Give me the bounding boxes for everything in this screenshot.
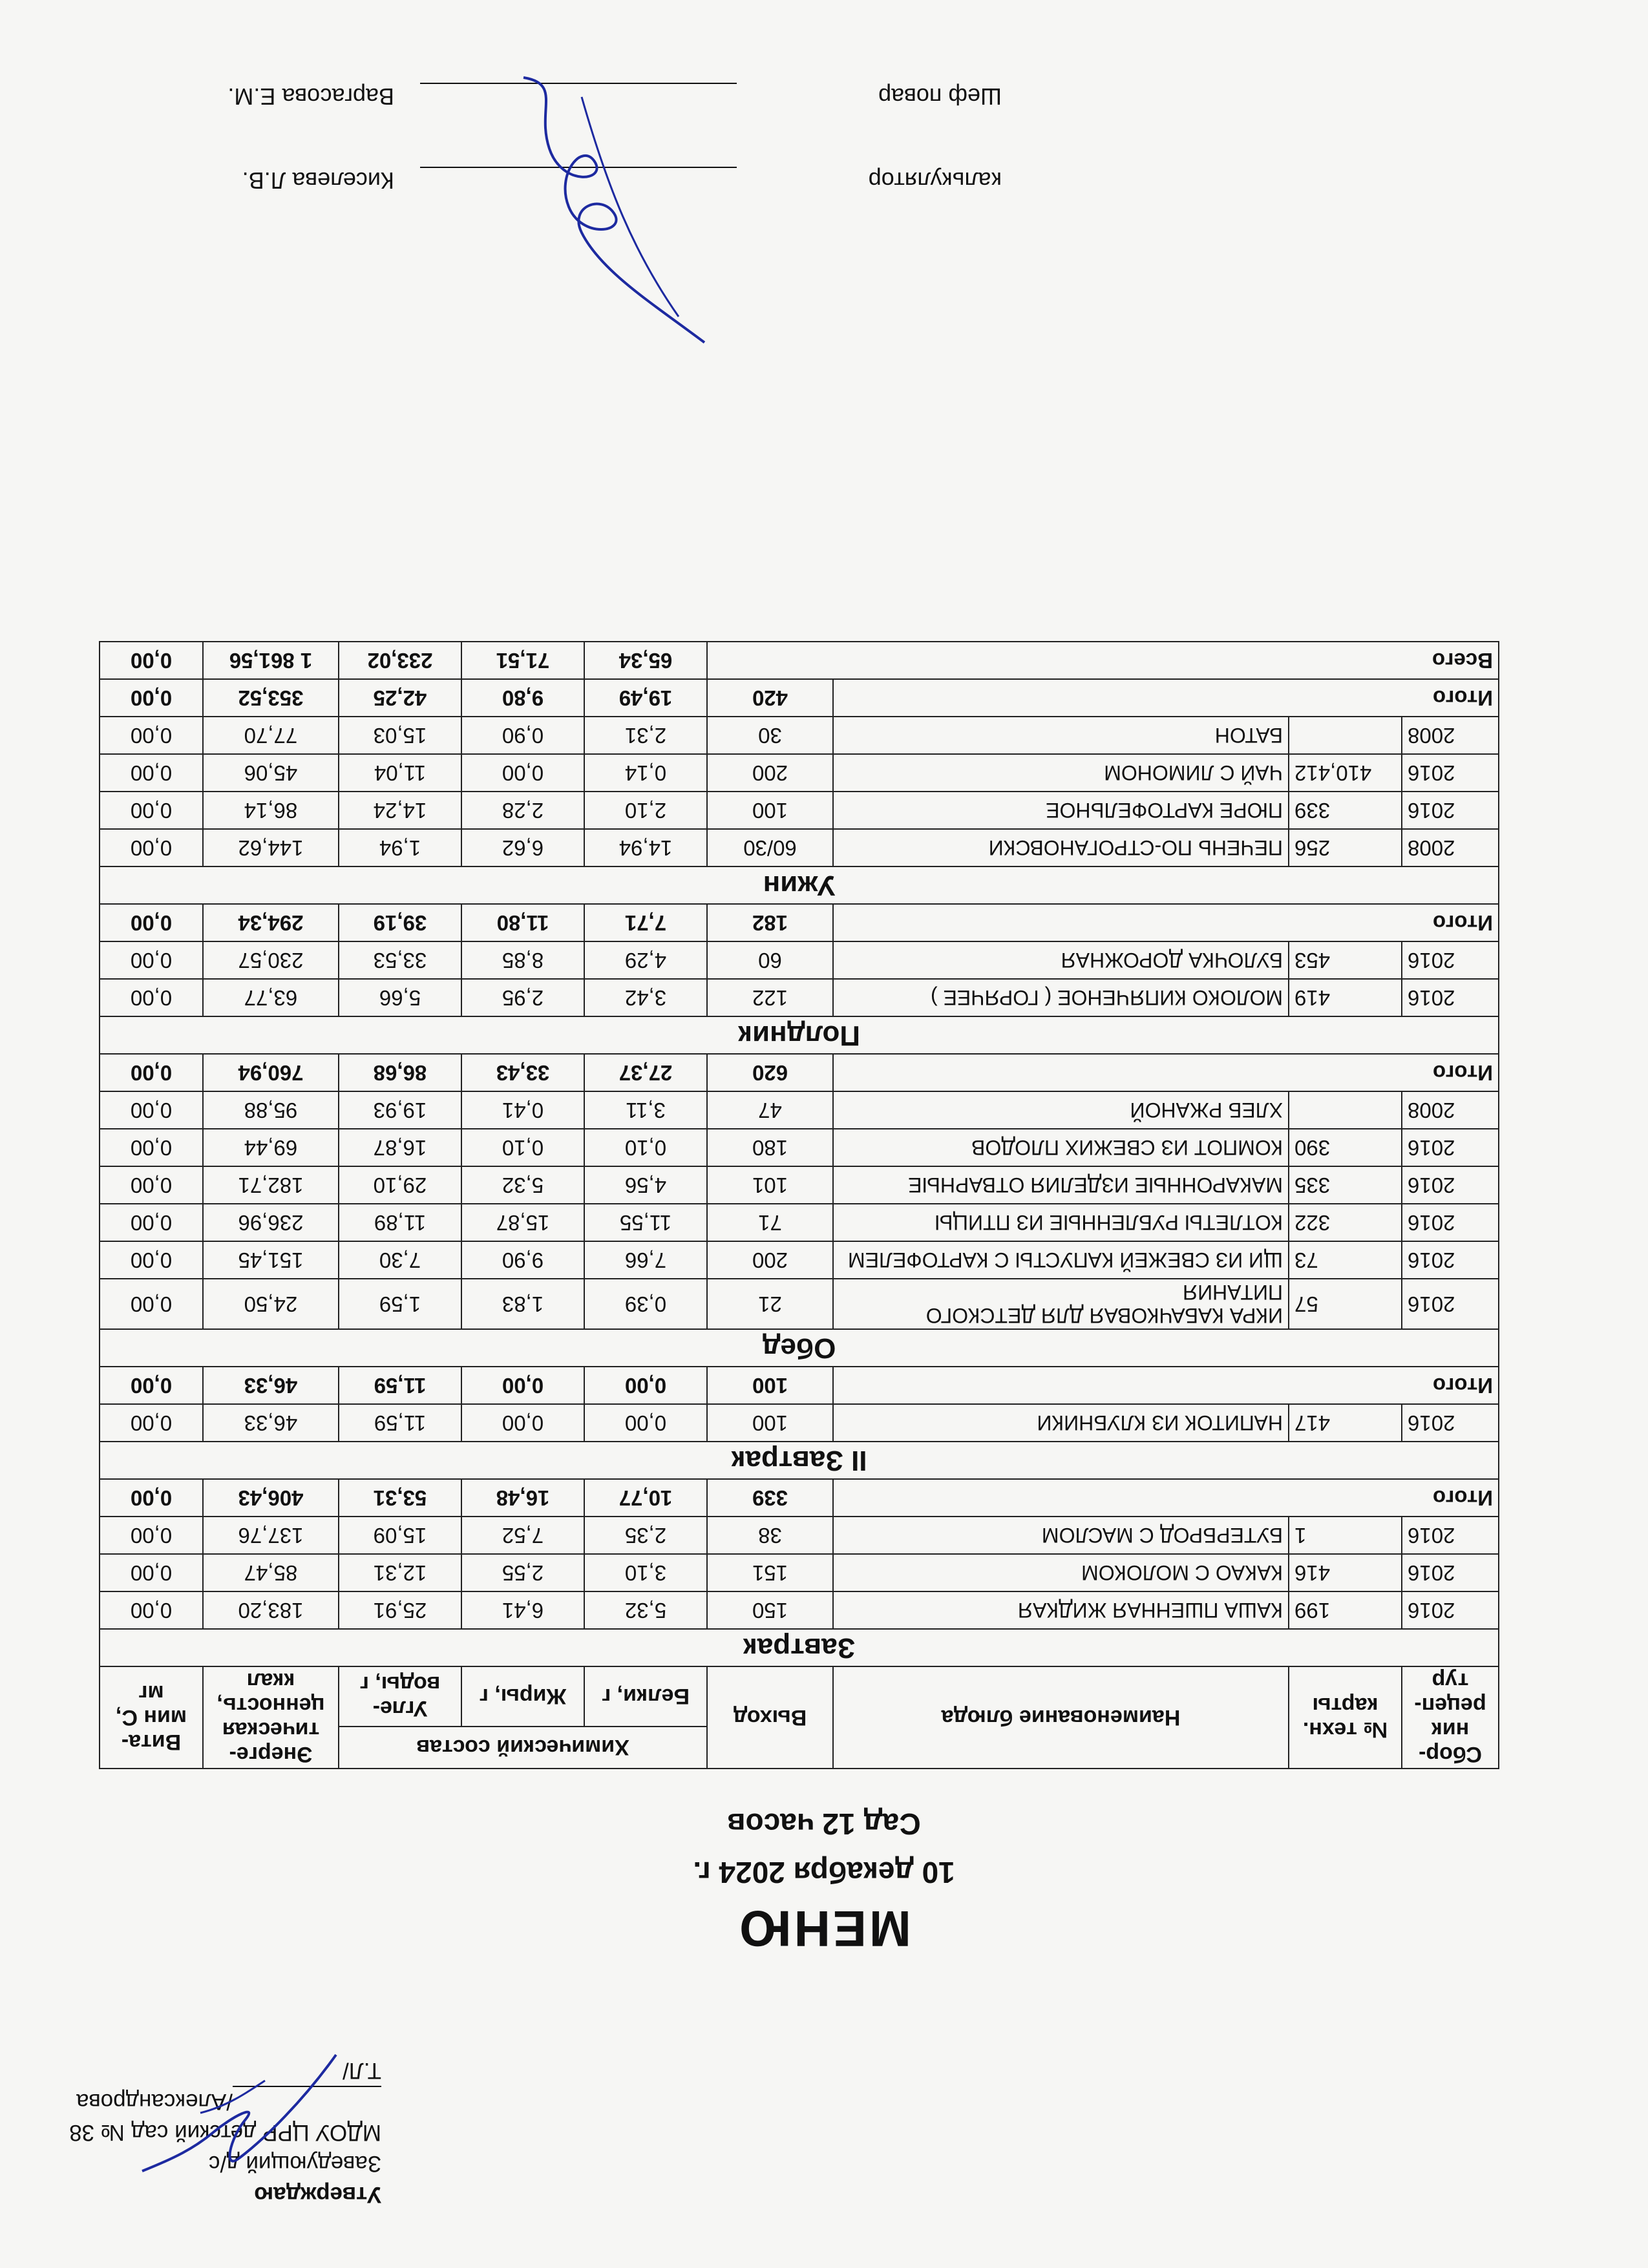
vitamin-value: 0,00 [100,941,203,979]
total-output: 339 [707,1479,833,1517]
vitamin-value: 0,00 [100,1241,203,1279]
carbs-value: 1,94 [339,829,461,866]
fat-value: 0,00 [461,754,584,792]
dish-output: 122 [707,979,833,1016]
protein-value: 2,10 [584,792,707,829]
approval-organization: МДОУ ЦРР детский сад № 38 [69,2120,381,2145]
table-row [100,1129,1499,1166]
dish-name: КОТЛЕТЫ РУБЛЕННЫЕ ИЗ ПТИЦЫ [833,1204,1289,1241]
tech-card-number: 73 [1289,1241,1402,1279]
dish-name: ПЕЧЕНЬ ПО-СТРОГАНОВСКИ [833,829,1289,866]
total-protein: 7,71 [584,904,707,941]
signature-row [32,52,1002,136]
table-row [100,1204,1499,1241]
recipe-collection-year: 2008 [1402,717,1499,754]
grand-total-vitamin: 0,00 [100,642,203,679]
dish-output: 60/30 [707,829,833,866]
section-header [100,1329,1499,1367]
total-output: 620 [707,1054,833,1091]
total-label: Итого [833,1479,1499,1517]
total-protein: 19,49 [584,679,707,717]
energy-value: 182,71 [203,1166,339,1204]
total-output: 100 [707,1367,833,1404]
fat-value: 9,90 [461,1241,584,1279]
vitamin-value: 0,00 [100,1404,203,1442]
table-row [100,1591,1499,1629]
energy-value: 95,88 [203,1091,339,1129]
dish-output: 21 [707,1279,833,1329]
dish-name: ИКРА КАБАЧКОВАЯ ДЛЯ ДЕТСКОГО ПИТАНИЯ [833,1279,1289,1329]
protein-value: 0,39 [584,1279,707,1329]
dish-output: 30 [707,717,833,754]
total-protein: 10,77 [584,1479,707,1517]
energy-value: 45,06 [203,754,339,792]
dish-output: 47 [707,1091,833,1129]
menu-subtitle: Сад 12 часов [727,1807,921,1841]
signature-role: калькулятор [868,167,1002,194]
table-row [100,1517,1499,1554]
fat-value: 7,52 [461,1517,584,1554]
vitamin-value: 0,00 [100,1166,203,1204]
total-carbs: 86,68 [339,1054,461,1091]
vitamin-value: 0,00 [100,1129,203,1166]
carbs-value: 7,30 [339,1241,461,1279]
fat-value: 2,28 [461,792,584,829]
recipe-collection-year: 2016 [1402,979,1499,1016]
recipe-collection-year: 2016 [1402,754,1499,792]
total-label: Итого [833,679,1499,717]
table-row [100,979,1499,1016]
recipe-collection-year: 2016 [1402,1517,1499,1554]
carbs-value: 1,59 [339,1279,461,1329]
protein-value: 5,32 [584,1591,707,1629]
approval-signature-line [233,2086,381,2109]
total-protein: 0,00 [584,1367,707,1404]
section-header [100,1442,1499,1479]
recipe-collection-year: 2016 [1402,1404,1499,1442]
energy-value: 63,77 [203,979,339,1016]
carbs-value: 11,59 [339,1404,461,1442]
total-vitamin: 0,00 [100,1367,203,1404]
total-label: Итого [833,904,1499,941]
energy-value: 69,44 [203,1129,339,1166]
header-fat: Жиры, г [461,1666,584,1727]
fat-value: 0,00 [461,1404,584,1442]
section-title: Ужин [100,866,1499,904]
total-energy: 406,43 [203,1479,339,1517]
dish-name: ЩИ ИЗ СВЕЖЕЙ КАПУСТЫ С КАРТОФЕЛЕМ [833,1241,1289,1279]
vitamin-value: 0,00 [100,754,203,792]
fat-value: 0,90 [461,717,584,754]
tech-card-number: 410,412 [1289,754,1402,792]
table-row [100,1241,1499,1279]
total-row [100,679,1499,717]
carbs-value: 15,03 [339,717,461,754]
recipe-collection-year: 2016 [1402,1241,1499,1279]
carbs-value: 25,91 [339,1591,461,1629]
recipe-collection-year: 2016 [1402,1554,1499,1591]
vitamin-value: 0,00 [100,792,203,829]
recipe-collection-year: 2016 [1402,1591,1499,1629]
energy-value: 230,57 [203,941,339,979]
protein-value: 0,00 [584,1404,707,1442]
vitamin-value: 0,00 [100,829,203,866]
page-title: МЕНЮ [737,1900,911,1957]
total-fat: 0,00 [461,1367,584,1404]
table-row [100,792,1499,829]
carbs-value: 5,66 [339,979,461,1016]
dish-name: ХЛЕБ РЖАНОЙ [833,1091,1289,1129]
approval-position: Заведующий д/с [209,2151,381,2176]
recipe-collection-year: 2016 [1402,792,1499,829]
approval-name: /Александрова Т.Л/ [76,2058,381,2114]
total-carbs: 53,31 [339,1479,461,1517]
protein-value: 2,31 [584,717,707,754]
header-energy: Энерге-тическая ценность, ккал [203,1666,339,1769]
total-vitamin: 0,00 [100,1054,203,1091]
total-row [100,1367,1499,1404]
section-title: Полдник [100,1016,1499,1054]
header-dish: Наименование блюда [833,1666,1289,1769]
grand-total-carbs: 233,02 [339,642,461,679]
dish-name: ЧАЙ С ЛИМОНОМ [833,754,1289,792]
total-fat: 33,43 [461,1054,584,1091]
signature-person: Киселева Л.В. [242,167,394,194]
dish-output: 100 [707,792,833,829]
protein-value: 3,11 [584,1091,707,1129]
header-card: № техн. карты [1289,1666,1402,1769]
grand-total-fat: 71,51 [461,642,584,679]
total-label: Итого [833,1054,1499,1091]
vitamin-value: 0,00 [100,1091,203,1129]
dish-output: 100 [707,1404,833,1442]
total-row [100,1054,1499,1091]
carbs-value: 15,09 [339,1517,461,1554]
protein-value: 14,94 [584,829,707,866]
dish-name: НАПИТОК ИЗ КЛУБНИКИ [833,1404,1289,1442]
tech-card-number: 339 [1289,792,1402,829]
carbs-value: 11,04 [339,754,461,792]
signature-line [420,167,737,194]
header-collection: Сбор-ник рецеп-тур [1402,1666,1499,1769]
vitamin-value: 0,00 [100,717,203,754]
recipe-collection-year: 2016 [1402,1129,1499,1166]
energy-value: 46,33 [203,1404,339,1442]
dish-output: 60 [707,941,833,979]
carbs-value: 29,10 [339,1166,461,1204]
carbs-value: 14,24 [339,792,461,829]
dish-output: 150 [707,1591,833,1629]
header-chemical: Химический состав [339,1727,707,1769]
dish-output: 101 [707,1166,833,1204]
tech-card-number: 335 [1289,1166,1402,1204]
approval-block [45,2055,381,2210]
energy-value: 236,96 [203,1204,339,1241]
tech-card-number: 199 [1289,1591,1402,1629]
tech-card-number: 416 [1289,1554,1402,1591]
total-row [100,904,1499,941]
dish-output: 200 [707,1241,833,1279]
protein-value: 3,42 [584,979,707,1016]
grand-total-label: Всего [707,642,1499,679]
header-protein: Белки, г [584,1666,707,1727]
dish-name: БУТЕРБРОД С МАСЛОМ [833,1517,1289,1554]
total-energy: 353,52 [203,679,339,717]
table-row [100,829,1499,866]
total-vitamin: 0,00 [100,904,203,941]
signatures-block [32,52,1002,220]
recipe-collection-year: 2008 [1402,829,1499,866]
dish-name: БАТОН [833,717,1289,754]
signature-row [32,136,1002,220]
total-row [100,1479,1499,1517]
grand-total-protein: 65,34 [584,642,707,679]
fat-value: 6,62 [461,829,584,866]
energy-value: 137,76 [203,1517,339,1554]
section-header [100,866,1499,904]
recipe-collection-year: 2016 [1402,941,1499,979]
protein-value: 2,35 [584,1517,707,1554]
total-fat: 9,80 [461,679,584,717]
dish-output: 71 [707,1204,833,1241]
section-title: Обед [100,1329,1499,1367]
recipe-collection-year: 2016 [1402,1279,1499,1329]
fat-value: 5,32 [461,1166,584,1204]
recipe-collection-year: 2008 [1402,1091,1499,1129]
total-carbs: 39,19 [339,904,461,941]
menu-table [99,641,1499,1769]
carbs-value: 33,53 [339,941,461,979]
table-row [100,717,1499,754]
grand-total-row [100,642,1499,679]
table-row [100,754,1499,792]
fat-value: 0,10 [461,1129,584,1166]
vitamin-value: 0,00 [100,1204,203,1241]
total-vitamin: 0,00 [100,1479,203,1517]
tech-card-number: 419 [1289,979,1402,1016]
total-protein: 27,37 [584,1054,707,1091]
energy-value: 183,20 [203,1591,339,1629]
approval-title: Утверждаю [254,2182,381,2207]
total-vitamin: 0,00 [100,679,203,717]
table-row [100,1166,1499,1204]
table-row [100,1279,1499,1329]
signature-line [420,83,737,110]
tech-card-number: 256 [1289,829,1402,866]
recipe-collection-year: 2016 [1402,1204,1499,1241]
protein-value: 0,14 [584,754,707,792]
vitamin-value: 0,00 [100,1591,203,1629]
carbs-value: 19,93 [339,1091,461,1129]
energy-value: 144,62 [203,829,339,866]
vitamin-value: 0,00 [100,979,203,1016]
fat-value: 6,41 [461,1591,584,1629]
header-carbs: Угле-воды, г [339,1666,461,1727]
total-carbs: 11,59 [339,1367,461,1404]
tech-card-number [1289,717,1402,754]
recipe-collection-year: 2016 [1402,1166,1499,1204]
vitamin-value: 0,00 [100,1554,203,1591]
dish-output: 200 [707,754,833,792]
dish-name: МОЛОКО КИПЯЧЕНОЕ ( ГОРЯЧЕЕ ) [833,979,1289,1016]
fat-value: 2,95 [461,979,584,1016]
protein-value: 7,66 [584,1241,707,1279]
total-output: 182 [707,904,833,941]
protein-value: 4,56 [584,1166,707,1204]
dish-name: КАША ПШЕННАЯ ЖИДКАЯ [833,1591,1289,1629]
signature-person: Варгасова Е.М. [227,83,394,110]
total-fat: 16,48 [461,1479,584,1517]
section-header [100,1016,1499,1054]
signature-role: Шеф повар [878,83,1002,110]
fat-value: 0,41 [461,1091,584,1129]
tech-card-number: 390 [1289,1129,1402,1166]
fat-value: 15,87 [461,1204,584,1241]
dish-output: 38 [707,1517,833,1554]
dish-output: 180 [707,1129,833,1166]
total-carbs: 42,25 [339,679,461,717]
carbs-value: 12,31 [339,1554,461,1591]
header-vitamin: Вита-мин С, мг [100,1666,203,1769]
carbs-value: 16,87 [339,1129,461,1166]
dish-name: КАКАО С МОЛОКОМ [833,1554,1289,1591]
dish-name: ПЮРЕ КАРТОФЕЛЬНОЕ [833,792,1289,829]
section-title: II Завтрак [100,1442,1499,1479]
table-row [100,1091,1499,1129]
total-energy: 760,94 [203,1054,339,1091]
dish-name: МАКАРОННЫЕ ИЗДЕЛИЯ ОТВАРНЫЕ [833,1166,1289,1204]
menu-body [100,642,1499,1666]
fat-value: 1,83 [461,1279,584,1329]
vitamin-value: 0,00 [100,1517,203,1554]
energy-value: 151,45 [203,1241,339,1279]
tech-card-number: 1 [1289,1517,1402,1554]
table-row [100,1554,1499,1591]
energy-value: 86,14 [203,792,339,829]
section-title: Завтрак [100,1629,1499,1666]
tech-card-number [1289,1091,1402,1129]
grand-total-energy: 1 861,56 [203,642,339,679]
dish-name: КОМПОТ ИЗ СВЕЖИХ ПЛОДОВ [833,1129,1289,1166]
energy-value: 85,47 [203,1554,339,1591]
protein-value: 0,10 [584,1129,707,1166]
energy-value: 77,70 [203,717,339,754]
section-header [100,1629,1499,1666]
energy-value: 24,50 [203,1279,339,1329]
dish-name: БУЛОЧКА ДОРОЖНАЯ [833,941,1289,979]
tech-card-number: 57 [1289,1279,1402,1329]
total-output: 420 [707,679,833,717]
total-energy: 46,33 [203,1367,339,1404]
protein-value: 3,10 [584,1554,707,1591]
fat-value: 8,85 [461,941,584,979]
menu-date: 10 декабря 2024 г. [693,1856,955,1889]
fat-value: 2,55 [461,1554,584,1591]
protein-value: 11,55 [584,1204,707,1241]
dish-output: 151 [707,1554,833,1591]
protein-value: 4,29 [584,941,707,979]
carbs-value: 11,89 [339,1204,461,1241]
tech-card-number: 453 [1289,941,1402,979]
table-row [100,1404,1499,1442]
tech-card-number: 417 [1289,1404,1402,1442]
table-row [100,941,1499,979]
total-energy: 294,34 [203,904,339,941]
tech-card-number: 322 [1289,1204,1402,1241]
vitamin-value: 0,00 [100,1279,203,1329]
header-output: Выход [707,1666,833,1769]
total-fat: 11,80 [461,904,584,941]
total-label: Итого [833,1367,1499,1404]
